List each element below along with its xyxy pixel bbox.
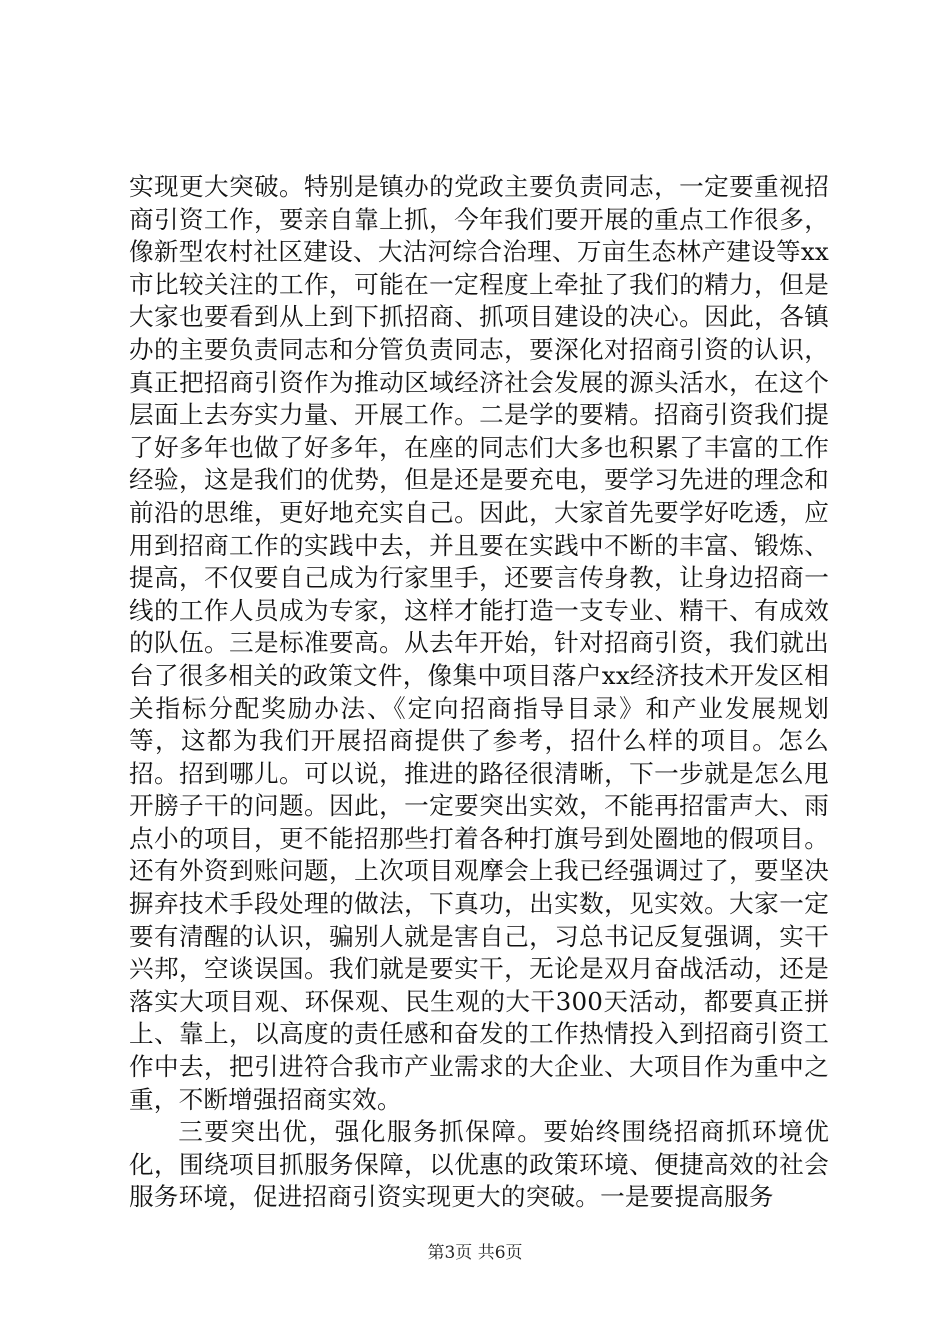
paragraph-1: 实现更大突破。特别是镇办的党政主要负责同志，一定要重视招商引资工作，要亲自靠上抓，今年我们要开展的重点工作很多，像新型农村社区建设、大沽河综合治理、万亩生态林产建设等xx市比较关注的工作，可能在一定程度上牵扯了我们的精力，但是大家也要看到从上到下抓招商、抓项目建设的决心。因此，各镇办的主要负责同志和分管负责同志，要深化对招商引资的认识，真正把招商引资作为推动区域经济社会发展的源头活水，在这个层面上去夯实力量、开展工作。二是学的要精。招商引资我们提了好多年也做了好多年，在座的同志们大多也积累了丰富的工作经验，这是我们的优势，但是还是要充电，要学习先进的理念和前沿的思维，更好地充实自己。因此，大家首先要学好吃透，应用到招商工作的实践中去，并且要在实践中不断的丰富、锻炼、提高，不仅要自己成为行家里手，还要言传身教，让身边招商一线的工作人员成为专家，这样才能打造一支专业、精干、有成效的队伍。三是标准要高。从去年开始，针对招商引资，我们就出台了很多相关的政策文件，像集中项目落户xx经济技术开发区相关指标分配奖励办法、《定向招商指导目录》和产业发展规划等，这都为我们开展招商提供了参考，招什么样的项目。怎么招。招到哪儿。可以说，推进的路径很清晰，下一步就是怎么甩开膀子干的问题。因此，一定要突出实效，不能再招雷声大、雨点小的项目，更不能招那些打着各种打旗号到处圈地的假项目。还有外资到账问题，上次项目观摩会上我已经强调过了，要坚决摒弃技术手段处理的做法，下真功，出实数，见实效。大家一定要有清醒的认识，骗别人就是害自己，习总书记反复强调，实干兴邦，空谈误国。我们就是要实干，无论是双月奋战活动，还是落实大项目观、环保观、民生观的大干300天活动，都要真正拼上、靠上，以高度的责任感和奋发的工作热情投入到招商引资工作中去，把引进符合我市产业需求的大企业、大项目作为重中之重，不断增强招商实效。 xyxy=(129,172,829,1114)
body-text xyxy=(129,171,829,1214)
paragraph-2: 三要突出优，强化服务抓保障。要始终围绕招商抓环境优化，围绕项目抓服务保障，以优惠的政策环境、便捷高效的社会服务环境，促进招商引资实现更大的突破。一是要提高服务 xyxy=(129,1117,829,1212)
page-footer: 第3页 共6页 xyxy=(427,1243,523,1263)
